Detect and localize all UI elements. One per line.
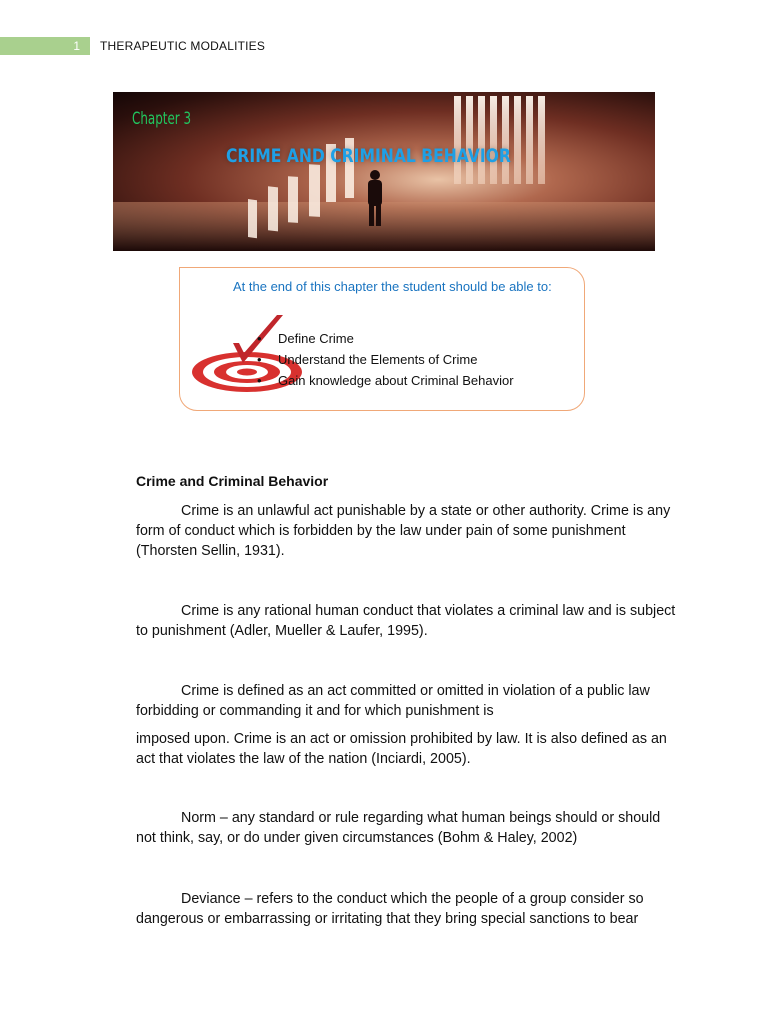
paragraph: Crime is defined as an act committed or omitted in violation of a public law forbidding or commanding it and for which punishment is [136, 683, 650, 719]
list-item: • Define Crime [257, 331, 354, 346]
paragraph: Crime is any rational human conduct that violates a criminal law and is subject to punishment (Adler, Mueller & Laufer, 1995). [136, 603, 676, 639]
list-item: • Understand the Elements of Crime [257, 352, 478, 367]
chapter-banner [113, 92, 655, 251]
learning-objectives-box [179, 267, 585, 411]
list-item: • Gain knowledge about Criminal Behavior [257, 373, 514, 388]
paragraph: Deviance – refers to the conduct which the people of a group consider so dangerous or embarrassing or irritating that they bring special sanctions to bear [136, 891, 644, 927]
chapter-title: CRIME AND CRIMINAL BEHAVIOR [226, 145, 511, 167]
chapter-label: Chapter 3 [132, 109, 192, 129]
section-heading: Crime and Criminal Behavior [136, 473, 329, 489]
paragraph: Norm – any standard or rule regarding what human beings should or should not think, say, or do under given circumstances (Bohm & Haley, 2002) [136, 810, 661, 846]
running-title: THERAPEUTIC MODALITIES [100, 39, 266, 53]
paragraph: Crime is an unlawful act punishable by a state or other authority. Crime is any form of conduct which is forbidden by the law under pain of some punishment (Thorsten Sellin, 1931). [136, 503, 671, 559]
objectives-list [256, 328, 514, 391]
paragraph: imposed upon. Crime is an act or omission prohibited by law. It is also defined as an act that violates the law of the nation (Inciardi, 2005). [136, 731, 667, 767]
objectives-intro: At the end of this chapter the student should be able to: [233, 279, 552, 294]
page-header [0, 37, 768, 55]
prison-corridor-illustration [113, 92, 655, 251]
page-number: 1 [0, 37, 90, 55]
